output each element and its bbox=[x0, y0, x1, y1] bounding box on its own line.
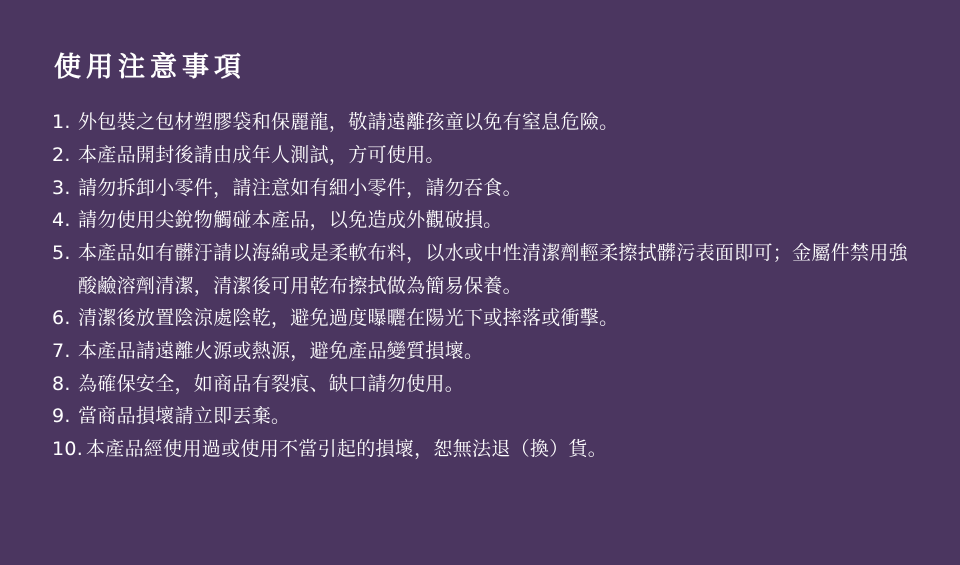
page-title: 使用注意事項 bbox=[54, 52, 246, 83]
list-item bbox=[52, 302, 916, 335]
list-item-number: 8. bbox=[52, 372, 71, 395]
list-item-text: 本產品如有髒汙請以海綿或是柔軟布料，以水或中性清潔劑輕柔擦拭髒污表面即可；金屬件禁用強酸鹼溶劑清潔，清潔後可用乾布擦拭做為簡易保養。 bbox=[78, 242, 908, 297]
list-item-text: 外包裝之包材塑膠袋和保麗龍，敬請遠離孩童以免有窒息危險。 bbox=[78, 111, 619, 134]
list-item-number: 3. bbox=[52, 176, 71, 199]
list-item bbox=[52, 433, 916, 466]
notice-list bbox=[52, 106, 916, 465]
list-item-text: 為確保安全，如商品有裂痕、缺口請勿使用。 bbox=[78, 372, 465, 395]
list-item-number: 10. bbox=[52, 438, 84, 461]
list-item bbox=[52, 335, 916, 368]
list-item bbox=[52, 106, 916, 139]
list-item-text: 請勿使用尖銳物觸碰本產品，以免造成外觀破損。 bbox=[78, 209, 503, 232]
list-item-number: 2. bbox=[52, 144, 71, 167]
list-item-number: 5. bbox=[52, 242, 71, 265]
list-item-text: 請勿拆卸小零件，請注意如有細小零件，請勿吞食。 bbox=[78, 176, 522, 199]
list-item-number: 9. bbox=[52, 405, 71, 428]
list-item-number: 6. bbox=[52, 307, 71, 330]
list-item bbox=[52, 204, 916, 237]
list-item bbox=[52, 172, 916, 205]
list-item bbox=[52, 237, 916, 302]
list-item-text: 當商品損壞請立即丟棄。 bbox=[78, 405, 291, 428]
list-item bbox=[52, 368, 916, 401]
list-item bbox=[52, 139, 916, 172]
list-item-number: 7. bbox=[52, 340, 71, 363]
list-item-text: 本產品開封後請由成年人測試，方可使用。 bbox=[78, 144, 445, 167]
list-item-text: 本產品經使用過或使用不當引起的損壞，恕無法退（換）貨。 bbox=[86, 438, 608, 461]
list-item-text: 本產品請遠離火源或熱源，避免產品變質損壞。 bbox=[78, 340, 484, 363]
list-item-text: 清潔後放置陰涼處陰乾，避免過度曝曬在陽光下或摔落或衝擊。 bbox=[78, 307, 619, 330]
list-item bbox=[52, 400, 916, 433]
list-item-number: 1. bbox=[52, 111, 71, 134]
list-item-number: 4. bbox=[52, 209, 71, 232]
